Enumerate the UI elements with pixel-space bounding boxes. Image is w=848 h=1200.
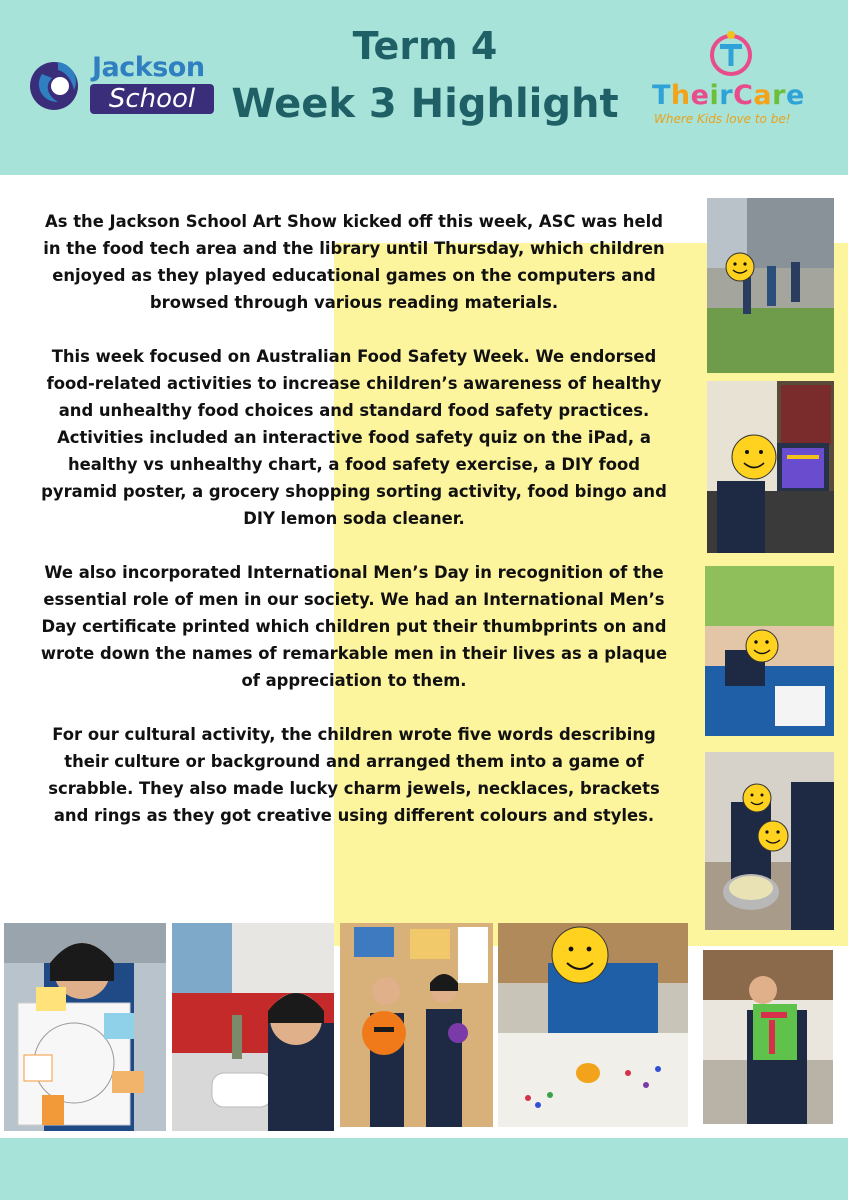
- theircare-wordmark: [652, 80, 805, 111]
- theircare-letter: C: [733, 80, 754, 111]
- paragraph-mens-day: We also incorporated International Men’s Day in recognition of the essential role of men in our society. We had an International Men’s Day certificate printed which children put their thumbprints on and wrote down the names of remarkable men in their lives as a plaque of appreciation to them.: [40, 563, 668, 690]
- theircare-letter: e: [690, 80, 710, 111]
- jackson-school-logo: [28, 50, 218, 118]
- theircare-letter: h: [670, 80, 691, 111]
- logo-word-school: School: [90, 84, 214, 114]
- theircare-emblem-icon: [708, 30, 754, 76]
- article-body: [34, 208, 674, 856]
- paragraph-art-show: As the Jackson School Art Show kicked off this week, ASC was held in the food tech area and the library until Thursday, which children enjoyed as they played educational games on the computers and browsed through various reading materials.: [43, 212, 665, 312]
- photo-healthy-chart: [4, 923, 166, 1131]
- photo-scrabble-board: [703, 950, 833, 1124]
- paragraph-cultural: For our cultural activity, the children wrote five words describing their culture or background and arranged them into a game of scrabble. They also made lucky charm jewels, necklaces, brackets and rings as they got creative using different colours and styles.: [48, 725, 660, 825]
- theircare-letter: e: [785, 80, 805, 111]
- photo-outdoor-craft: [705, 566, 834, 736]
- theircare-letter: a: [753, 80, 773, 111]
- footer-band: [0, 1138, 848, 1200]
- paragraph-food-safety: This week focused on Australian Food Safety Week. We endorsed food-related activities to increase children’s awareness of healthy and unhealthy food choices and standard food safety practices. Activities included an interactive food safety quiz on the iPad, a healthy vs unhealthy chart, a food safety exercise, a DIY food pyramid poster, a grocery shopping sorting activity, food bingo and DIY lemon soda cleaner.: [41, 347, 667, 528]
- photo-handwashing: [172, 923, 334, 1131]
- photo-mens-day-certificate: [340, 923, 493, 1127]
- photo-computer-games: [707, 381, 834, 553]
- page-title: [230, 20, 620, 136]
- title-line-1: Term 4: [352, 24, 498, 68]
- theircare-letter: T: [652, 80, 671, 111]
- theircare-letter: r: [772, 80, 786, 111]
- jackson-school-emblem-icon: [28, 56, 84, 112]
- theircare-letter: r: [719, 80, 734, 111]
- photo-jewellery-making: [498, 923, 688, 1127]
- photo-lemon-soda-cleaner: [705, 752, 834, 930]
- photo-outdoor-play: [707, 198, 834, 373]
- theircare-logo: [646, 30, 816, 130]
- title-line-2: Week 3 Highlight: [231, 81, 619, 127]
- theircare-letter: i: [709, 80, 720, 111]
- logo-word-jackson: Jackson: [92, 52, 205, 83]
- theircare-tagline: Where Kids love to be!: [654, 112, 791, 126]
